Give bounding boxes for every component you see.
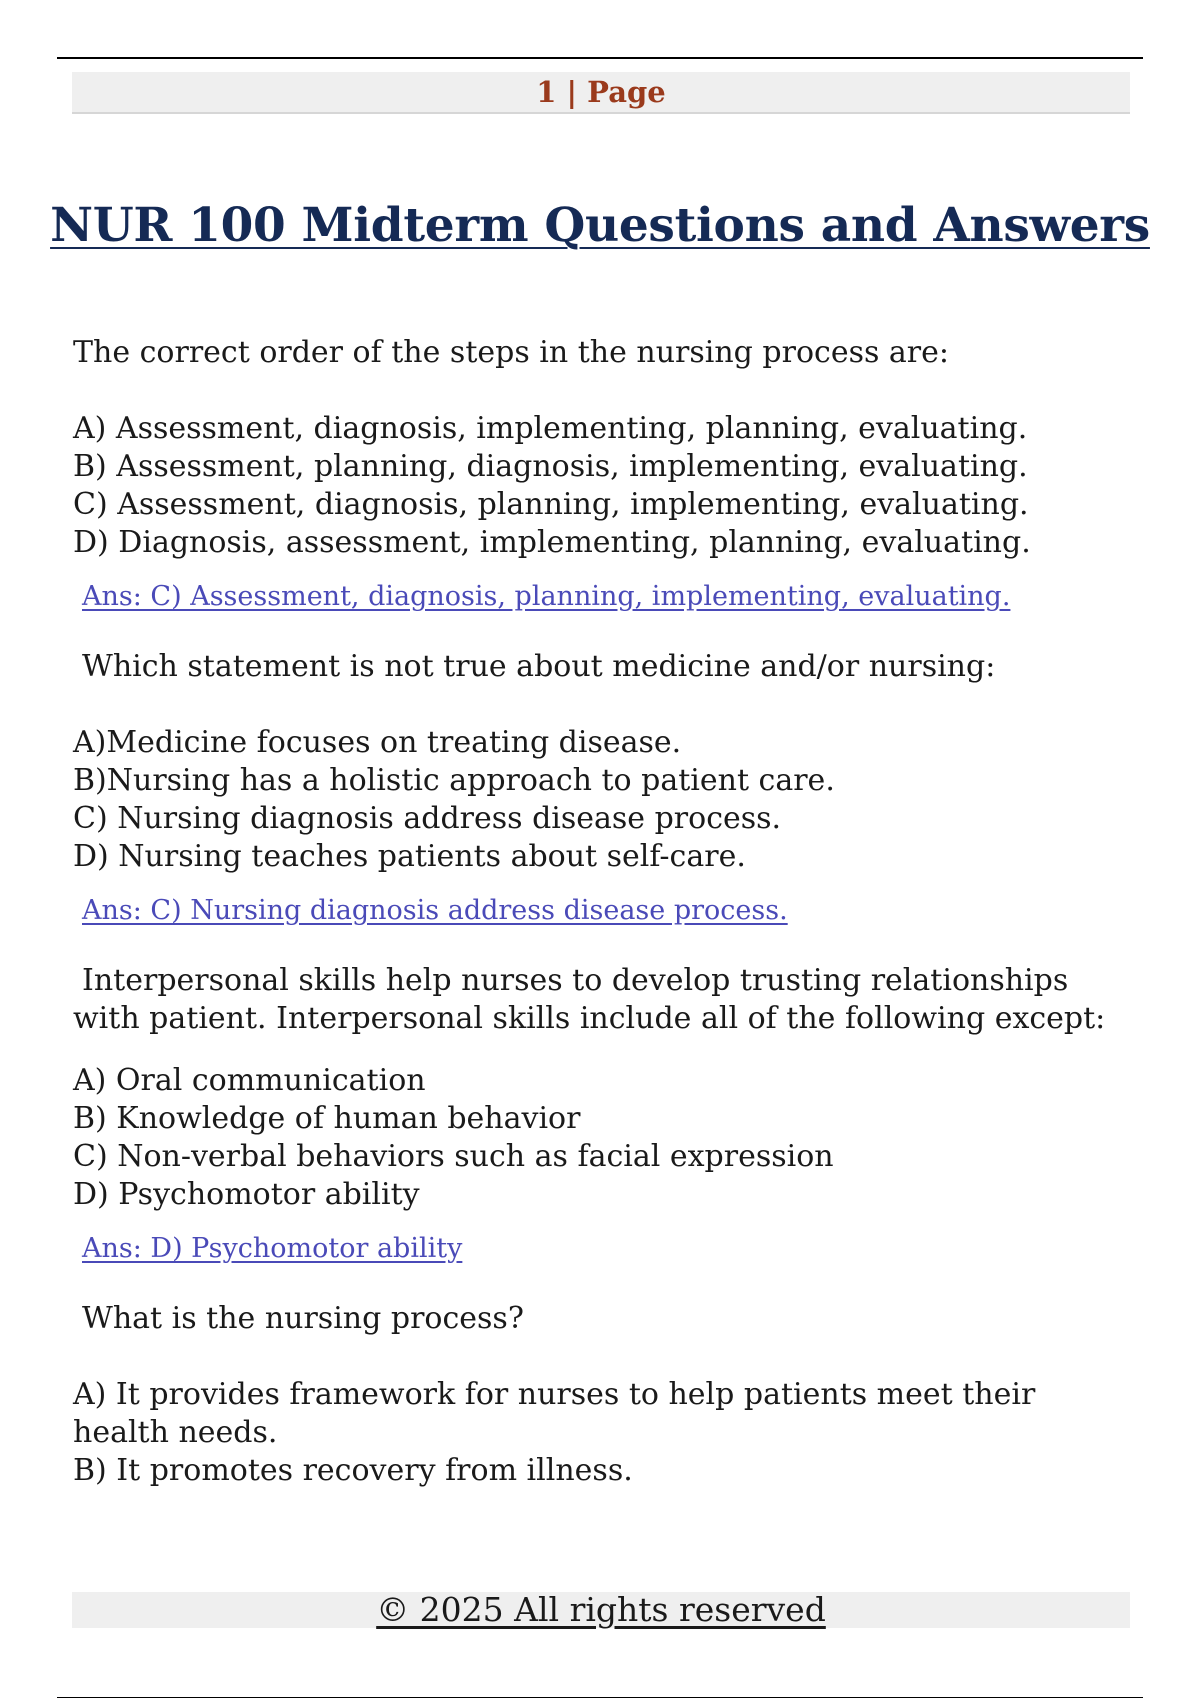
options-list	[73, 1062, 1133, 1214]
answer-link[interactable]: Ans: C) Nursing diagnosis address disease process.	[82, 895, 788, 926]
option-a: A) Assessment, diagnosis, implementing, planning, evaluating.	[73, 411, 1028, 446]
option-d: D) Nursing teaches patients about self-care.	[73, 839, 746, 874]
question-block-2	[73, 648, 1133, 962]
question-block-3	[73, 962, 1133, 1300]
page-footer	[72, 1592, 1130, 1628]
option-a: A) Oral communication	[73, 1063, 426, 1098]
options-list	[73, 1376, 1133, 1490]
page-number-label: 1 | Page	[536, 75, 666, 109]
options-list	[73, 410, 1133, 562]
option-b: B)Nursing has a holistic approach to patient care.	[73, 763, 835, 798]
question-list	[73, 334, 1133, 1490]
option-b: B) Assessment, planning, diagnosis, implementing, evaluating.	[73, 449, 1028, 484]
question-block-4	[73, 1300, 1133, 1490]
option-c: C) Non-verbal behaviors such as facial expression	[73, 1139, 834, 1174]
option-a: A) It provides framework for nurses to help patients meet their health needs.	[73, 1377, 1036, 1450]
question-text: Which statement is not true about medicine and/or nursing:	[82, 649, 996, 684]
question-text	[73, 962, 1133, 1038]
question-block-1	[73, 334, 1133, 648]
option-b: B) It promotes recovery from illness.	[73, 1453, 633, 1488]
top-rule	[57, 57, 1143, 59]
option-b: B) Knowledge of human behavior	[73, 1101, 581, 1136]
options-list	[73, 724, 1133, 876]
question-text-span: Interpersonal skills help nurses to develop trusting relationships with patient. Interpersonal skills include all of the following except:	[73, 963, 1106, 1036]
option-c: C) Nursing diagnosis address disease process.	[73, 801, 782, 836]
bottom-rule	[57, 1697, 1143, 1698]
option-d: D) Psychomotor ability	[73, 1177, 420, 1212]
option-d: D) Diagnosis, assessment, implementing, planning, evaluating.	[73, 525, 1031, 560]
question-text: The correct order of the steps in the nursing process are:	[73, 335, 949, 370]
document-title: NUR 100 Midterm Questions and Answers	[50, 198, 1150, 253]
copyright-text: © 2025 All rights reserved	[376, 1590, 826, 1629]
page-header	[72, 72, 1130, 114]
option-a: A)Medicine focuses on treating disease.	[73, 725, 682, 760]
answer-link[interactable]: Ans: C) Assessment, diagnosis, planning, implementing, evaluating.	[82, 581, 1011, 612]
question-text: What is the nursing process?	[82, 1301, 524, 1336]
option-c: C) Assessment, diagnosis, planning, implementing, evaluating.	[73, 487, 1029, 522]
answer-link[interactable]: Ans: D) Psychomotor ability	[82, 1233, 463, 1264]
